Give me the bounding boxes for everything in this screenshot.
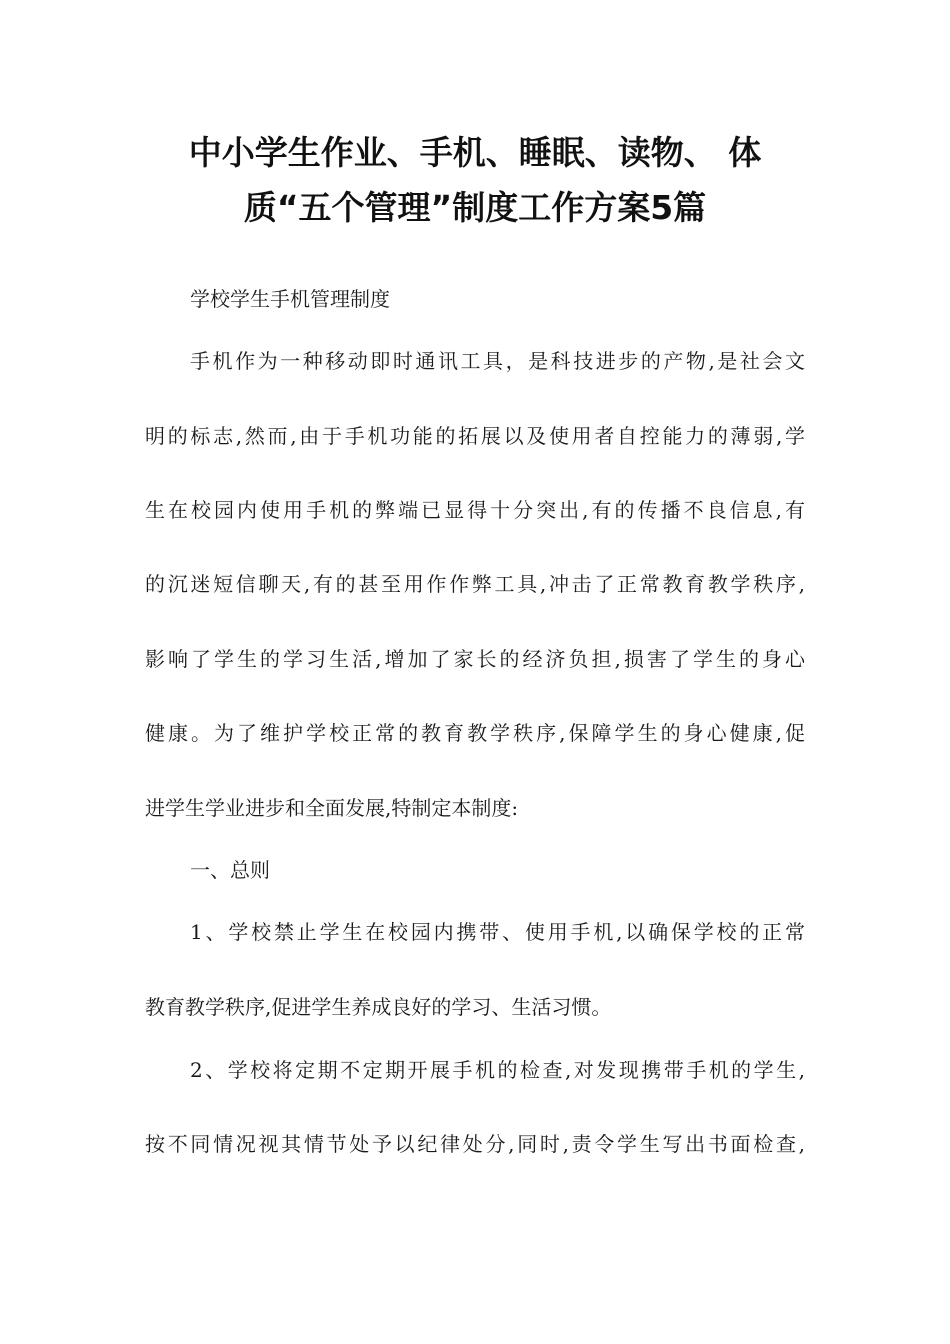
paragraph-line: 影响了学生的学习生活,增加了家长的经济负担,损害了学生的身心 [145, 647, 805, 671]
document-title-line-2: 质“五个管理”制度工作方案5篇 [243, 188, 707, 227]
paragraph-line: 2、学校将定期不定期开展手机的检查,对发现携带手机的学生, [190, 1058, 805, 1082]
paragraph-line: 1、学校禁止学生在校园内携带、使用手机,以确保学校的正常 [190, 920, 805, 944]
paragraph-line: 手机作为一种移动即时通讯工具，是科技进步的产物,是社会文 [190, 349, 805, 373]
paragraph-line: 进学生学业进步和全面发展,特制定本制度: [145, 796, 519, 820]
paragraph-line: 教育教学秩序,促进学生养成良好的学习、生活习惯。 [145, 995, 612, 1019]
paragraph-line: 明的标志,然而,由于手机功能的拓展以及使用者自控能力的薄弱,学 [145, 424, 805, 448]
paragraph-line: 健康。为了维护学校正常的教育教学秩序,保障学生的身心健康,促 [145, 721, 805, 745]
subsection-heading: 一、总则 [190, 858, 270, 882]
document-title-line-1: 中小学生作业、手机、睡眠、读物、 体 [188, 133, 762, 172]
paragraph-line: 按不同情况视其情节处予以纪律处分,同时,责令学生写出书面检查, [145, 1132, 805, 1156]
section-heading: 学校学生手机管理制度 [190, 287, 390, 311]
paragraph-line: 的沉迷短信聊天,有的甚至用作作弊工具,冲击了正常教育教学秩序, [145, 572, 805, 596]
paragraph-line: 生在校园内使用手机的弊端已显得十分突出,有的传播不良信息,有 [145, 498, 805, 522]
